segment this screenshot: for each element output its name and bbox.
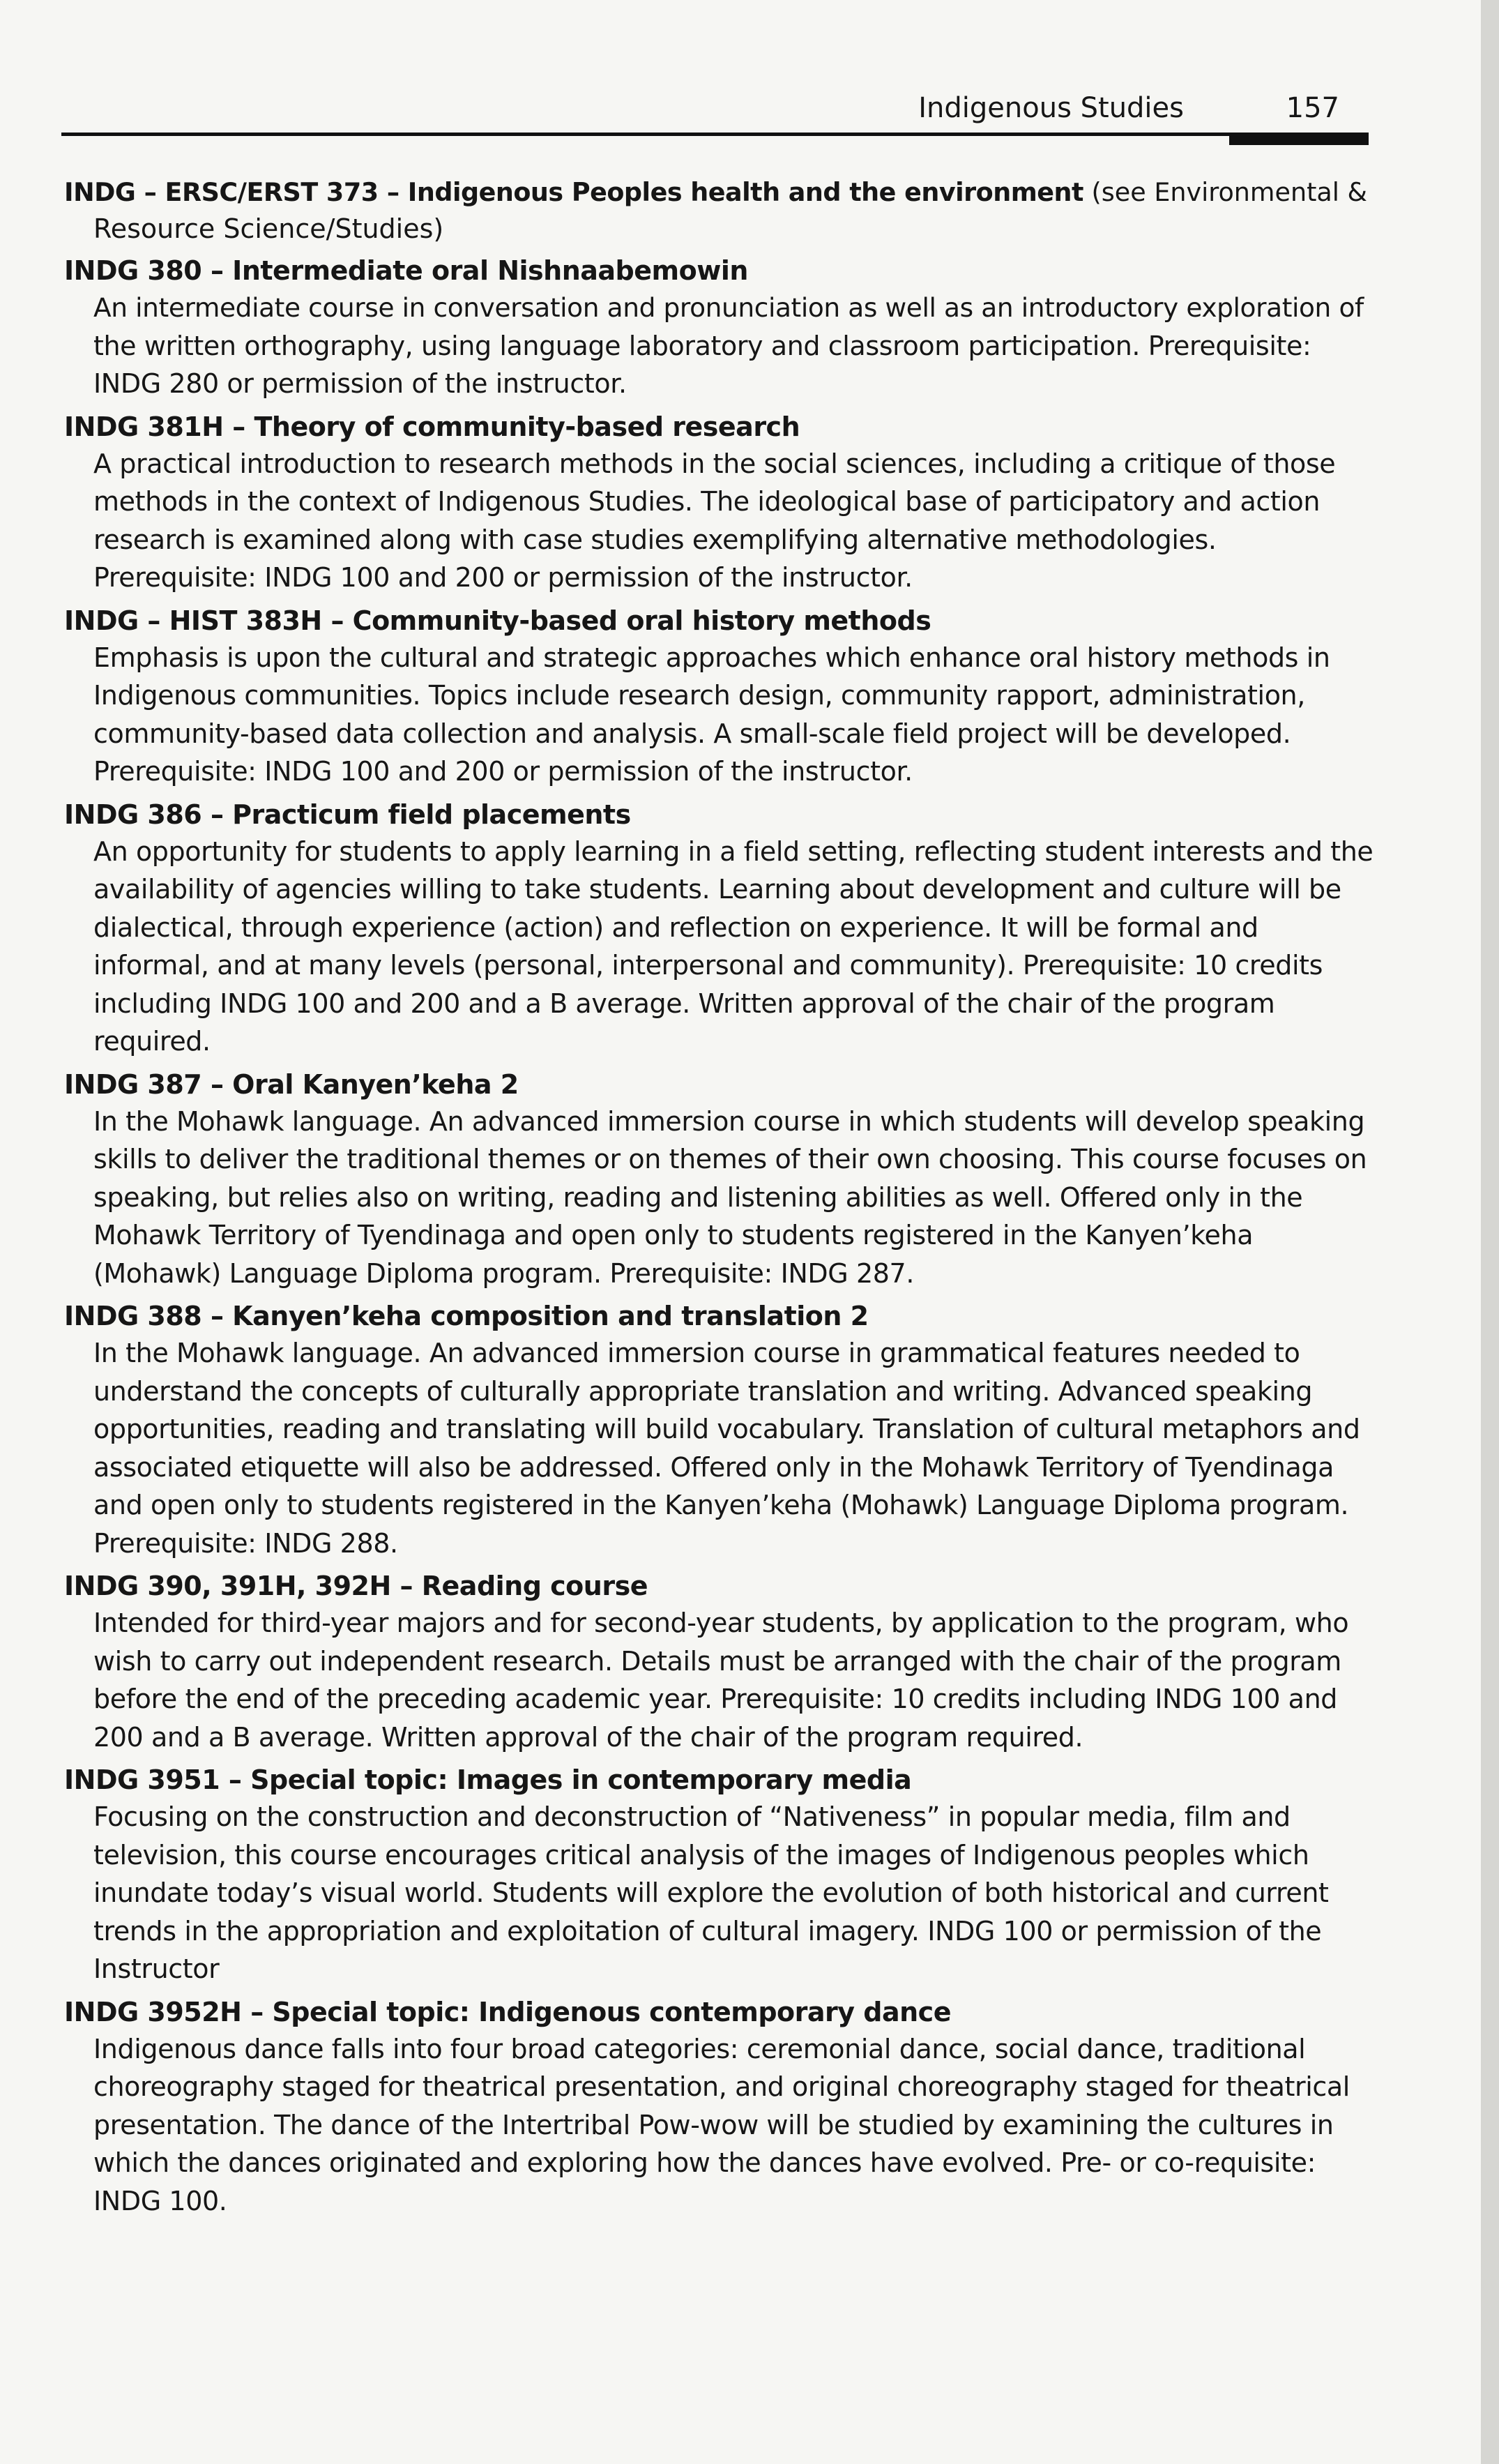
course-description-line: A practical introduction to research methods in the social sciences, including a critique of those [93,448,1336,479]
course-description-line: INDG 100. [93,2185,227,2216]
course-description-line: opportunities, reading and translating will build vocabulary. Translation of cultural metaphors and [93,1414,1360,1444]
course-description-line: Indigenous communities. Topics include research design, community rapport, administration, [93,680,1305,711]
course-description-line: including INDG 100 and 200 and a B average. Written approval of the chair of the program [93,988,1275,1019]
course-description-line: Focusing on the construction and deconstruction of “Nativeness” in popular media, film and [93,1801,1291,1832]
course-description-line: wish to carry out independent research. Details must be arranged with the chair of the program [93,1645,1341,1677]
course-description-line: availability of agencies willing to take students. Learning about development and culture will be [93,874,1341,905]
course-description-line: which the dances originated and exploring how the dances have evolved. Pre- or co-requisite: [93,2147,1316,2178]
course-title: INDG 390, 391H, 392H – Reading course [64,1571,648,1601]
course-description-line: understand the concepts of culturally appropriate translation and writing. Advanced speaking [93,1375,1313,1407]
course-description-line: INDG 280 or permission of the instructor. [93,368,627,399]
course-description-line: presentation. The dance of the Intertribal Pow-wow will be studied by examining the cultures in [93,2109,1334,2140]
course-description-line: trends in the appropriation and exploitation of cultural imagery. INDG 100 or permission of the [93,1915,1322,1947]
course-description-line: required. [93,1026,211,1057]
course-heading-continuation [64,211,1375,247]
course-list [64,174,1375,2225]
course-entry [64,174,1375,247]
course-description-line: Indigenous dance falls into four broad categories: ceremonial dance, social dance, traditional [93,2033,1306,2064]
course-title: INDG 380 – Intermediate oral Nishnaabemowin [64,255,748,286]
course-heading [64,603,1375,639]
running-header [61,89,1369,159]
course-heading [64,1994,1375,2030]
course-entry [64,796,1375,1061]
course-description-line: Mohawk Territory of Tyendinaga and open only to students registered in the Kanyen’keha [93,1220,1254,1250]
course-description-line: television, this course encourages critical analysis of the images of Indigenous peoples which [93,1839,1309,1870]
course-entry [64,252,1375,403]
course-description-line: Emphasis is upon the cultural and strategic approaches which enhance oral history methods in [93,642,1330,673]
course-description-line: speaking, but relies also on writing, reading and listening abilities as well. Offered only in the [93,1181,1303,1213]
page-edge-shadow [1481,0,1499,2464]
course-description-line: Intended for third-year majors and for second-year students, by application to the program, who [93,1608,1349,1638]
course-title: INDG 388 – Kanyen’keha composition and translation 2 [64,1301,869,1331]
course-entry [64,1568,1375,1756]
course-heading [64,174,1375,211]
course-description-line: An opportunity for students to apply learning in a field setting, reflecting student interests and the [93,836,1374,867]
course-entry [64,1066,1375,1293]
course-heading [64,409,1375,445]
course-description-line: An intermediate course in conversation and pronunciation as well as an introductory exploration of [93,292,1364,323]
course-entry [64,1298,1375,1562]
header-rule [61,133,1351,136]
course-description-line: associated etiquette will also be addressed. Offered only in the Mohawk Territory of Tyendinaga [93,1451,1334,1483]
course-title: INDG – ERSC/ERST 373 – Indigenous Peoples health and the environment [64,177,1083,207]
course-title: INDG 3952H – Special topic: Indigenous contemporary dance [64,1996,951,2027]
course-heading [64,1298,1375,1334]
course-description-line: Prerequisite: INDG 100 and 200 or permission of the instructor. [93,756,913,787]
course-description-line: methods in the context of Indigenous Studies. The ideological base of participatory and action [93,486,1321,517]
course-description-line: 200 and a B average. Written approval of the chair of the program required. [93,1721,1083,1753]
course-entry [64,1994,1375,2221]
course-title: INDG 386 – Practicum field placements [64,799,631,830]
course-cross-reference: (see Environmental & [1083,177,1367,207]
course-heading [64,796,1375,833]
course-description-line: Instructor [93,1953,220,1984]
course-heading [64,1762,1375,1798]
course-entry [64,409,1375,597]
course-description-line: In the Mohawk language. An advanced immersion course in which students will develop speaking [93,1105,1365,1137]
course-entry [64,1762,1375,1988]
course-description-line: In the Mohawk language. An advanced immersion course in grammatical features needed to [93,1338,1300,1368]
course-description-line: and open only to students registered in the Kanyen’keha (Mohawk) Language Diploma program. [93,1490,1349,1520]
course-title: INDG – HIST 383H – Community-based oral history methods [64,605,931,636]
course-description-line: informal, and at many levels (personal, interpersonal and community). Prerequisite: 10 credits [93,950,1323,981]
course-title: INDG 387 – Oral Kanyen’keha 2 [64,1068,519,1100]
page-number: 157 [1286,92,1339,124]
course-description-line: the written orthography, using language laboratory and classroom participation. Prerequisite: [93,330,1311,361]
course-description-line: skills to deliver the traditional themes or on themes of their own choosing. This course focuses on [93,1144,1367,1174]
course-heading [64,1568,1375,1604]
course-title: INDG 3951 – Special topic: Images in contemporary media [64,1764,912,1795]
course-entry [64,603,1375,791]
course-description-line: (Mohawk) Language Diploma program. Prerequisite: INDG 287. [93,1257,915,1289]
course-cross-reference-cont: Resource Science/Studies) [93,213,444,244]
course-description-line: community-based data collection and analysis. A small-scale field project will be developed. [93,718,1291,749]
course-title: INDG 381H – Theory of community-based research [64,411,800,442]
course-description-line: before the end of the preceding academic year. Prerequisite: 10 credits including INDG 100 and [93,1684,1337,1714]
course-description-line: Prerequisite: INDG 288. [93,1527,398,1559]
header-rule-bar [1229,133,1369,145]
course-heading [64,252,1375,289]
course-description-line: research is examined along with case studies exemplifying alternative methodologies. [93,524,1217,555]
course-description-line: dialectical, through experience (action) and reflection on experience. It will be formal and [93,912,1258,943]
course-description-line: choreography staged for theatrical presentation, and original choreography staged for theatrical [93,2071,1350,2102]
running-title: Indigenous Studies [918,92,1184,124]
course-heading [64,1066,1375,1103]
course-description-line: Prerequisite: INDG 100 and 200 or permission of the instructor. [93,562,913,593]
course-description-line: inundate today’s visual world. Students will explore the evolution of both historical and current [93,1877,1329,1908]
